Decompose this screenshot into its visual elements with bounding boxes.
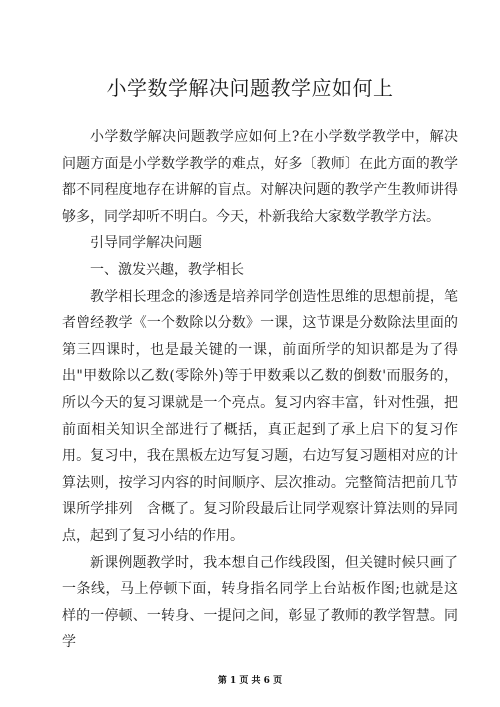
paragraph-intro: 小学数学解决问题教学应如何上?在小学数学教学中，解决问题方面是小学数学教学的难点，好多〔教师〕在此方面的教学都不同程度地存在讲解的盲点。对解决问题的教学产生教师讲得够多，同学却听不明白。今天，朴新我给大家数学教学方法。 (62, 129, 458, 225)
document-title: 小学数学解决问题教学应如何上 (106, 76, 394, 100)
subsection-heading: 一、激发兴趣，教学相长 (90, 261, 244, 278)
document-body (62, 124, 458, 656)
paragraph-teaching: 教学相长理念的渗透是培养同学创造性思维的思想前提，笔者曾经教学《一个数除以分数》一课，这节课是分数除法里面的第三四课时，也是最关键的一课，前面所学的知识都是为了得出"甲数除以乙数(零除外)等于甲数乘以乙数的倒数'而服务的，所以今天的复习课就是一个亮点。复习内容丰富，针对性强，把前面相关知识全部进行了概括，真正起到了承上启下的复习作用。复习中，我在黑板左边写复习题，右边写复习题相对应的计算法则，按学习内容的时间顺序、层次推动。完整简洁把前几节课所学排列 含概了。复习阶段最后让同学观察计算法则的异同点，起到了复习小结的作用。 (62, 288, 458, 544)
paragraph-new-lesson: 新课例题教学时，我本想自己作线段图，但关键时候只画了一条线，马上停顿下面，转身指名同学上台站板作图;也就是这样的一停顿、一转身、一提问之间，彰显了教师的教学智慧。同学 (62, 554, 458, 651)
section-heading: 引导同学解决问题 (90, 235, 202, 252)
page-footer: 第 1 页 共 6 页 (217, 676, 283, 686)
